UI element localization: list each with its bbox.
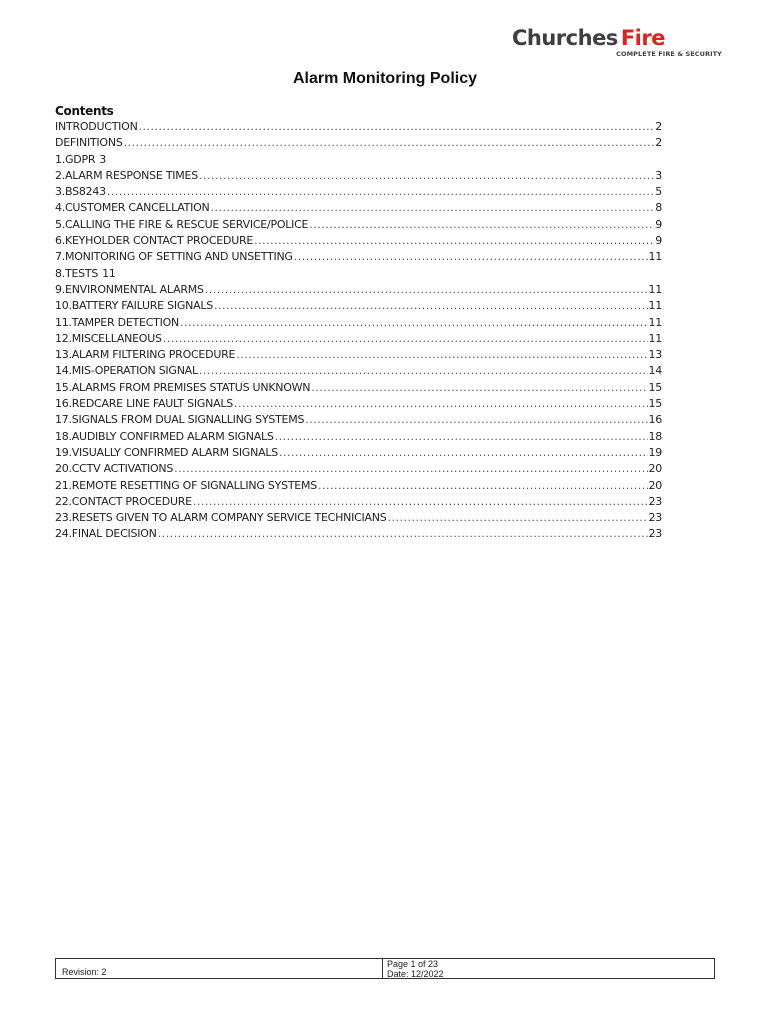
toc-leader-dots xyxy=(139,120,655,133)
toc-leader-dots xyxy=(236,348,647,361)
toc-entry-page: 2 xyxy=(655,136,662,150)
toc-entry-page: 9 xyxy=(655,234,662,248)
toc-entry[interactable] xyxy=(55,495,662,511)
toc-leader-dots xyxy=(199,364,648,377)
toc-entry-label: 12.MISCELLANEOUS xyxy=(55,331,162,345)
toc-leader-dots xyxy=(199,169,654,182)
toc-entry-page: 15 xyxy=(648,380,662,394)
toc-leader-dots xyxy=(124,136,655,149)
toc-leader-dots xyxy=(275,430,648,443)
toc-entry[interactable] xyxy=(55,413,662,429)
toc-leader-dots xyxy=(234,397,648,410)
toc-entry-page: 16 xyxy=(648,413,662,427)
toc-entry-label: 18.AUDIBLY CONFIRMED ALARM SIGNALS xyxy=(55,429,274,443)
toc-entry[interactable] xyxy=(55,364,662,380)
toc-entry[interactable] xyxy=(55,250,662,266)
toc-leader-dots xyxy=(205,283,648,296)
toc-entry-page: 18 xyxy=(648,429,662,443)
toc-entry-page: 14 xyxy=(648,364,662,378)
toc-entry[interactable] xyxy=(55,267,662,283)
toc-entry-label: 19.VISUALLY CONFIRMED ALARM SIGNALS xyxy=(55,445,278,459)
toc-entry[interactable] xyxy=(55,381,662,397)
toc-entry-label: 8.TESTS xyxy=(55,266,99,280)
toc-entry-page: 11 xyxy=(648,250,662,264)
toc-leader-dots xyxy=(309,218,654,231)
toc-entry[interactable] xyxy=(55,316,662,332)
document-title: Alarm Monitoring Policy xyxy=(292,70,477,87)
toc-entry-label: 20.CCTV ACTIVATIONS xyxy=(55,462,174,476)
toc-entry-label: 7.MONITORING OF SETTING AND UNSETTING xyxy=(55,250,293,264)
toc-entry-page: 13 xyxy=(648,348,662,362)
toc-entry-label: 11.TAMPER DETECTION xyxy=(55,315,179,329)
toc-entry[interactable] xyxy=(55,397,662,413)
toc-entry-label: 21.REMOTE RESETTING OF SIGNALLING SYSTEMS xyxy=(55,478,317,492)
toc-leader-dots xyxy=(107,185,654,198)
toc-leader-dots xyxy=(254,234,654,247)
toc-entry-label: 2.ALARM RESPONSE TIMES xyxy=(55,168,198,182)
toc-entry-label: 9.ENVIRONMENTAL ALARMS xyxy=(55,282,204,296)
toc-entry[interactable] xyxy=(55,120,662,136)
footer-page-number: Page 1 of 23 xyxy=(387,959,439,969)
toc-entry-label: 10.BATTERY FAILURE SIGNALS xyxy=(55,299,213,313)
toc-entry-page: 19 xyxy=(648,445,662,459)
toc-entry-page: 3 xyxy=(99,152,107,166)
toc-entry-label: 14.MIS-OPERATION SIGNAL xyxy=(55,364,198,378)
toc-entry-label: 3.BS8243 xyxy=(55,185,106,199)
toc-leader-dots xyxy=(318,479,648,492)
toc-entry-page: 5 xyxy=(655,185,662,199)
toc-entry-page: 11 xyxy=(648,299,662,313)
company-logo xyxy=(512,26,728,60)
footer-page-cell xyxy=(383,959,714,978)
footer-date: Date: 12/2022 xyxy=(387,969,444,979)
toc-entry-page: 11 xyxy=(648,315,662,329)
toc-entry-page: 20 xyxy=(648,478,662,492)
toc-entry[interactable] xyxy=(55,462,662,478)
toc-entry[interactable] xyxy=(55,234,662,250)
page-footer xyxy=(55,958,715,979)
toc-leader-dots xyxy=(211,201,655,214)
toc-entry[interactable] xyxy=(55,348,662,364)
contents-heading: Contents xyxy=(55,104,114,118)
toc-entry-page: 11 xyxy=(102,266,116,280)
toc-entry[interactable] xyxy=(55,430,662,446)
toc-leader-dots xyxy=(387,511,647,524)
toc-entry-label: DEFINITIONS xyxy=(55,136,123,150)
toc-entry-label: 16.REDCARE LINE FAULT SIGNALS xyxy=(55,397,233,411)
toc-entry-label: 6.KEYHOLDER CONTACT PROCEDURE xyxy=(55,234,254,248)
toc-leader-dots xyxy=(214,299,648,312)
toc-entry-label: 5.CALLING THE FIRE & RESCUE SERVICE/POLICE xyxy=(55,217,309,231)
logo-wordmark xyxy=(512,26,728,50)
toc-entry-page: 20 xyxy=(648,462,662,476)
footer-revision-cell xyxy=(56,959,383,978)
toc-entry[interactable] xyxy=(55,136,662,152)
toc-entry-label: 23.RESETS GIVEN TO ALARM COMPANY SERVICE TECHNICIANS xyxy=(55,511,387,525)
logo-word-fire: Fire xyxy=(620,26,665,50)
toc-entry[interactable] xyxy=(55,299,662,315)
toc-leader-dots xyxy=(180,316,648,329)
toc-leader-dots xyxy=(279,446,648,459)
toc-entry-label: 15.ALARMS FROM PREMISES STATUS UNKNOWN xyxy=(55,380,311,394)
toc-entry-label: 4.CUSTOMER CANCELLATION xyxy=(55,201,210,215)
logo-tagline: COMPLETE FIRE & SECURITY xyxy=(616,50,722,58)
toc-entry-label: 24.FINAL DECISION xyxy=(55,527,157,541)
toc-entry-page: 8 xyxy=(655,201,662,215)
toc-leader-dots xyxy=(158,527,648,540)
toc-leader-dots xyxy=(174,462,647,475)
toc-entry-page: 2 xyxy=(655,120,662,133)
toc-entry-label: 1.GDPR xyxy=(55,152,96,166)
toc-entry[interactable] xyxy=(55,218,662,234)
toc-entry-page: 15 xyxy=(648,397,662,411)
toc-leader-dots xyxy=(311,381,647,394)
toc-entry-page: 11 xyxy=(648,331,662,345)
toc-entry-page: 9 xyxy=(655,217,662,231)
toc-entry-page: 23 xyxy=(648,527,662,541)
toc-entry-page: 11 xyxy=(648,282,662,296)
toc-leader-dots xyxy=(193,495,648,508)
toc-entry[interactable] xyxy=(55,169,662,185)
toc-entry-label: 17.SIGNALS FROM DUAL SIGNALLING SYSTEMS xyxy=(55,413,305,427)
toc-entry-page: 3 xyxy=(655,168,662,182)
toc-entry[interactable] xyxy=(55,479,662,495)
toc-entry[interactable] xyxy=(55,283,662,299)
toc-leader-dots xyxy=(294,250,648,263)
toc-entry-page: 23 xyxy=(648,494,662,508)
footer-revision: Revision: 2 xyxy=(62,967,107,977)
toc-entry[interactable] xyxy=(55,527,662,543)
toc-leader-dots xyxy=(305,413,647,426)
table-of-contents xyxy=(55,120,662,544)
toc-entry[interactable] xyxy=(55,332,662,348)
logo-word-churches: Churches xyxy=(512,26,618,50)
toc-entry[interactable] xyxy=(55,185,662,201)
toc-entry[interactable] xyxy=(55,511,662,527)
toc-entry-label: 13.ALARM FILTERING PROCEDURE xyxy=(55,348,236,362)
toc-leader-dots xyxy=(163,332,648,345)
toc-entry-page: 23 xyxy=(648,511,662,525)
toc-entry-label: INTRODUCTION xyxy=(55,120,138,133)
toc-entry[interactable] xyxy=(55,446,662,462)
toc-entry-label: 22.CONTACT PROCEDURE xyxy=(55,494,192,508)
toc-entry[interactable] xyxy=(55,153,662,169)
toc-entry[interactable] xyxy=(55,201,662,217)
